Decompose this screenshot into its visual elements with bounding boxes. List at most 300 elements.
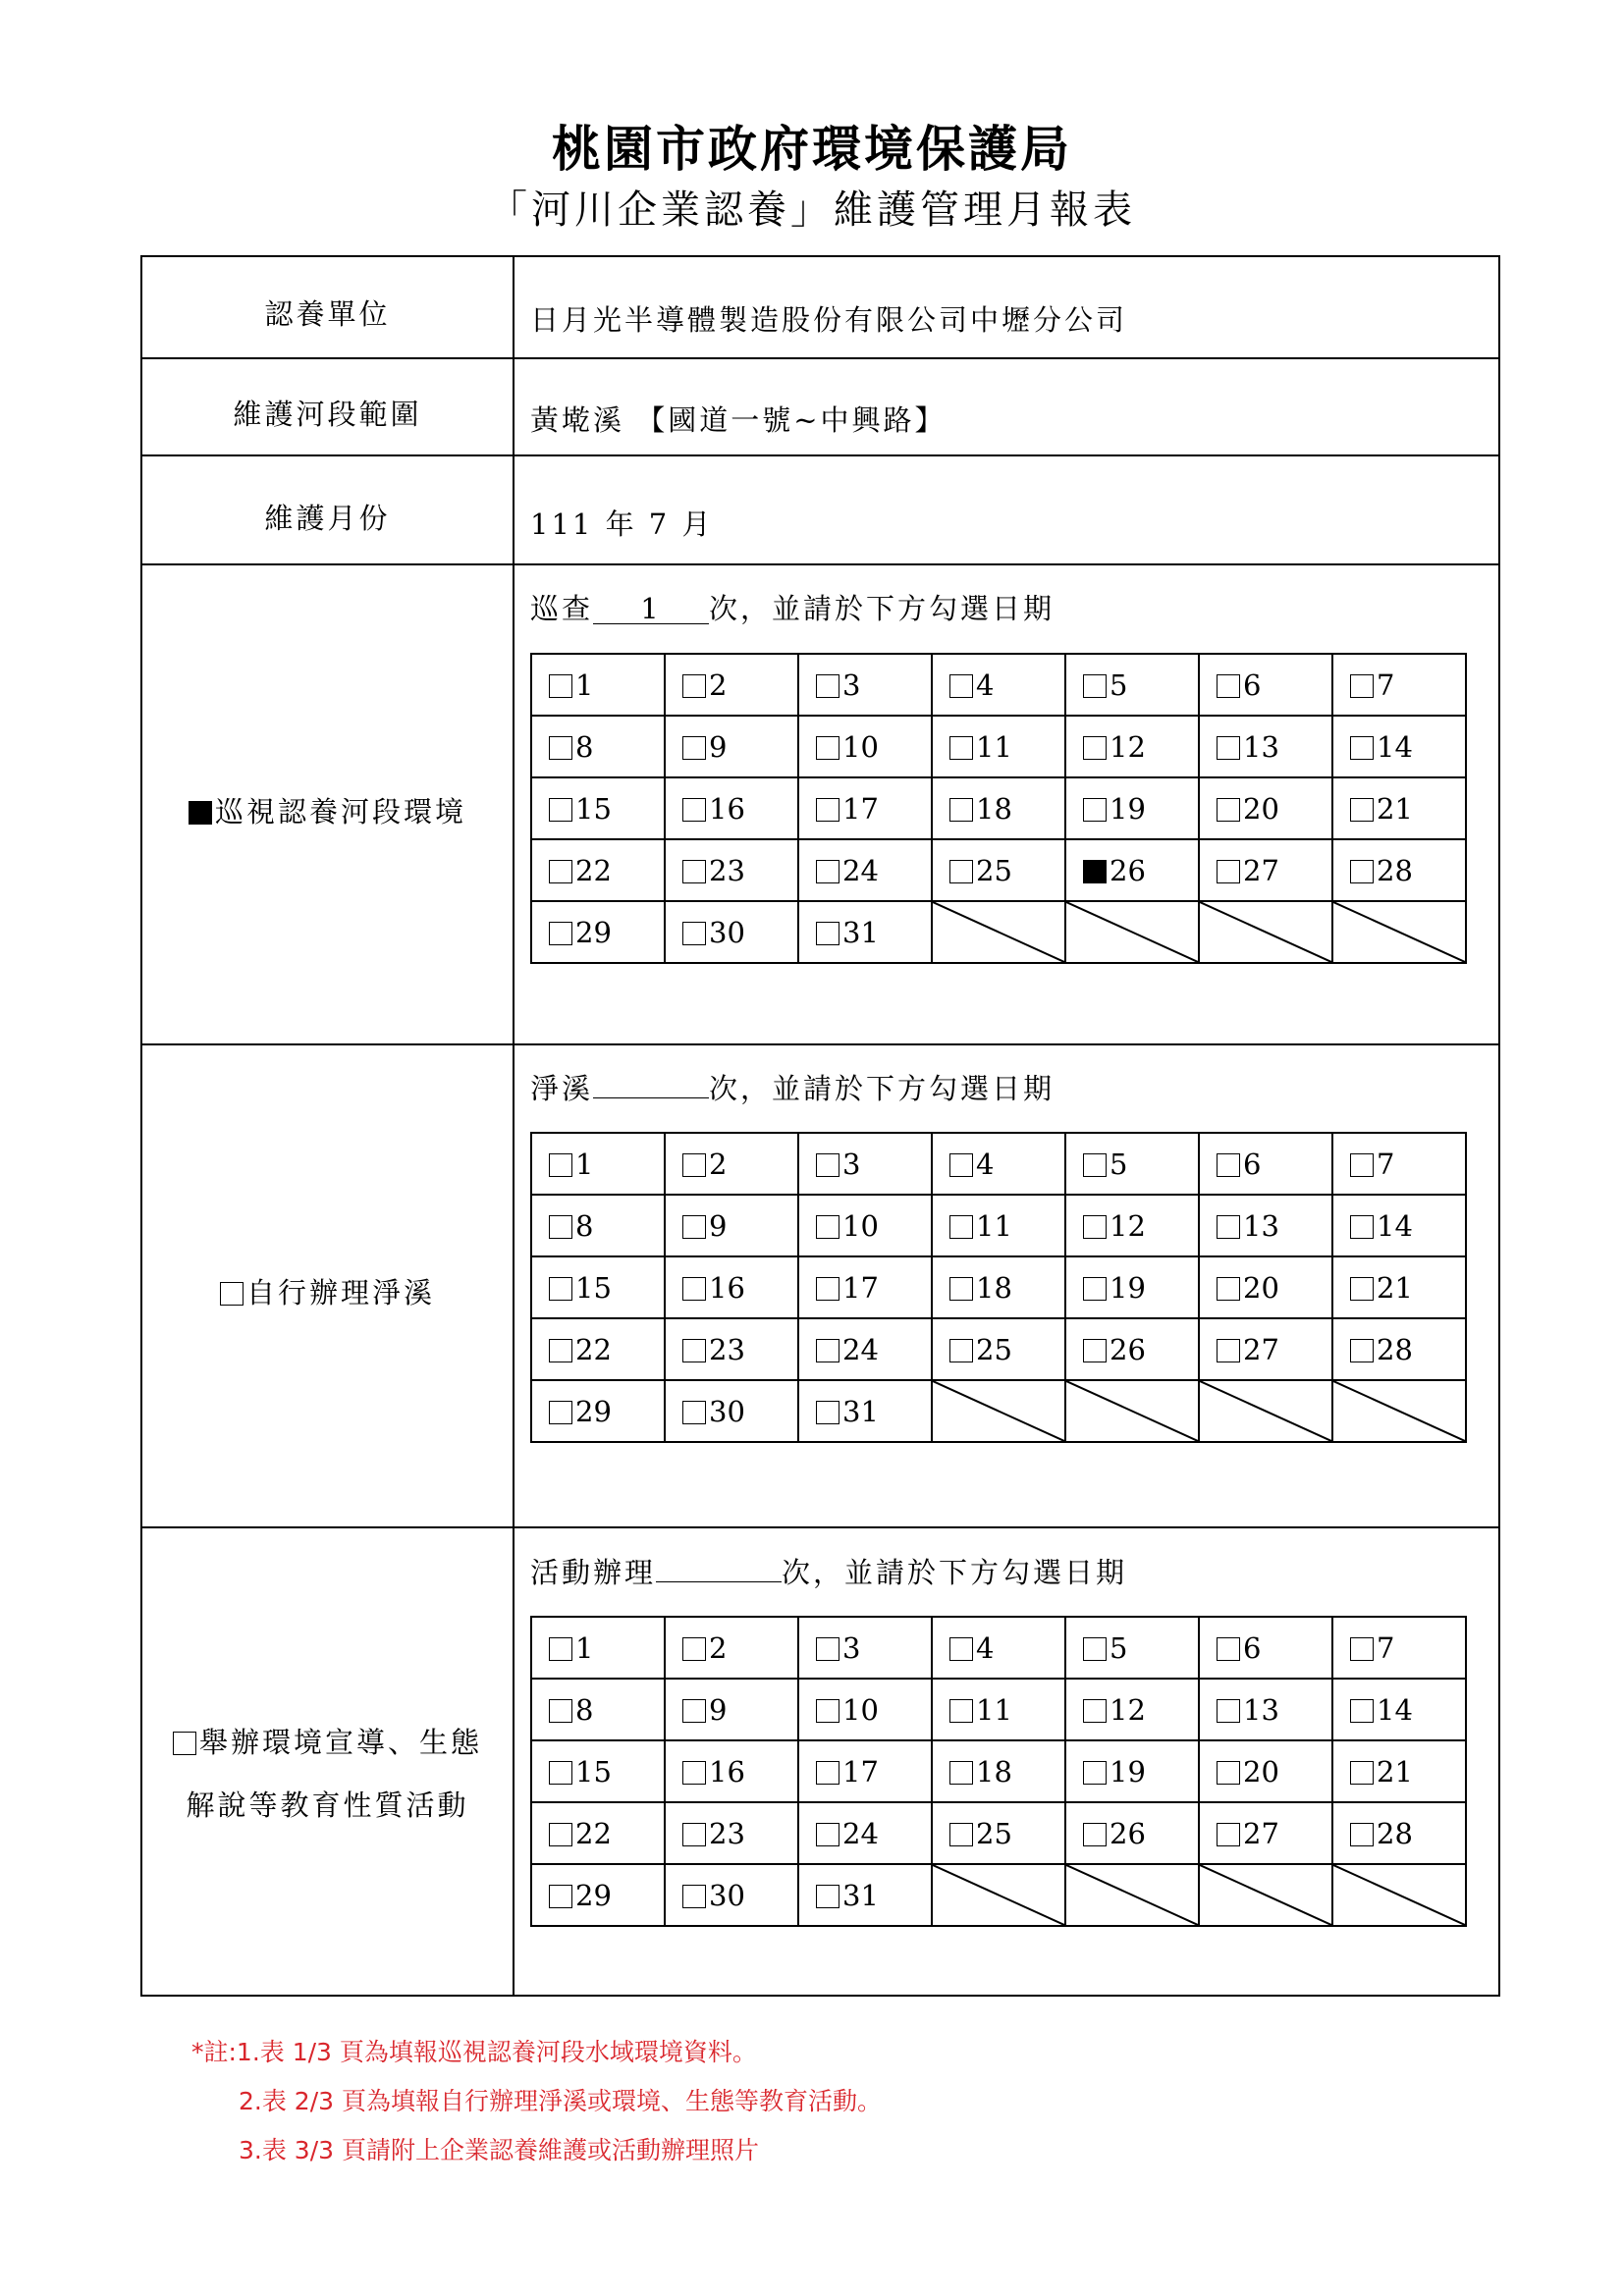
date-cell[interactable] — [531, 777, 665, 839]
date-cell[interactable] — [1332, 1617, 1466, 1679]
date-cell[interactable] — [932, 1740, 1065, 1802]
section-label — [142, 1711, 513, 1837]
date-cell[interactable] — [1332, 716, 1466, 777]
date-checkbox[interactable] — [949, 1339, 973, 1362]
date-number: 9 — [709, 1692, 728, 1727]
empty-date-cell — [1065, 901, 1199, 963]
count-prefix: 巡查 — [530, 592, 594, 625]
date-checkbox[interactable] — [1350, 1637, 1374, 1661]
empty-date-cell — [1065, 1864, 1199, 1926]
date-checkbox[interactable] — [549, 922, 572, 945]
date-checkbox[interactable] — [1217, 1215, 1240, 1239]
date-checkbox[interactable] — [682, 674, 706, 698]
date-checkbox[interactable] — [949, 1823, 973, 1846]
date-number: 9 — [709, 729, 728, 764]
date-number: 8 — [575, 1692, 594, 1727]
date-number: 24 — [842, 1816, 879, 1850]
date-checkbox[interactable] — [816, 1339, 839, 1362]
date-number: 6 — [1243, 1630, 1262, 1665]
date-row — [531, 1617, 1466, 1679]
date-checkbox[interactable] — [1083, 1153, 1107, 1177]
date-checkbox[interactable] — [682, 1153, 706, 1177]
date-checkbox[interactable] — [1350, 860, 1374, 883]
section-label-text: 自行辦理淨溪 — [245, 1276, 435, 1309]
date-checkbox[interactable] — [549, 798, 572, 822]
date-cell[interactable] — [798, 1380, 932, 1442]
date-cell[interactable] — [798, 1256, 932, 1318]
date-cell[interactable] — [932, 1256, 1065, 1318]
date-checkbox[interactable] — [549, 1339, 572, 1362]
range-value: 黃墘溪 【國道一號~中興路】 — [530, 403, 947, 437]
date-cell[interactable] — [665, 901, 798, 963]
date-checkbox[interactable] — [1083, 1637, 1107, 1661]
date-checkbox[interactable] — [1217, 1699, 1240, 1723]
date-number: 30 — [709, 915, 745, 949]
unit-value: 日月光半導體製造股份有限公司中壢分公司 — [530, 303, 1128, 337]
date-checkbox[interactable] — [682, 922, 706, 945]
date-checkbox[interactable] — [949, 1699, 973, 1723]
date-checkbox[interactable] — [816, 1215, 839, 1239]
date-cell[interactable] — [932, 1318, 1065, 1380]
date-number: 11 — [976, 1208, 1012, 1243]
date-checkbox[interactable] — [549, 1215, 572, 1239]
date-checkbox[interactable] — [1217, 1761, 1240, 1785]
date-checkbox[interactable] — [682, 1215, 706, 1239]
date-cell[interactable] — [798, 839, 932, 901]
date-checkbox[interactable] — [682, 1885, 706, 1908]
date-checkbox[interactable] — [1350, 674, 1374, 698]
date-cell[interactable] — [531, 1318, 665, 1380]
date-number: 14 — [1377, 1692, 1413, 1727]
date-checkbox[interactable] — [816, 1761, 839, 1785]
date-checkbox[interactable] — [949, 798, 973, 822]
date-cell[interactable] — [1332, 1802, 1466, 1864]
date-number: 12 — [1110, 729, 1146, 764]
date-number: 25 — [976, 1816, 1012, 1850]
date-number: 29 — [575, 1878, 612, 1912]
date-cell[interactable] — [798, 1318, 932, 1380]
date-number: 1 — [575, 1147, 594, 1181]
date-cell[interactable] — [665, 1679, 798, 1740]
date-number: 21 — [1377, 1754, 1413, 1789]
date-number: 13 — [1243, 729, 1279, 764]
section-label — [142, 780, 513, 843]
date-cell[interactable] — [1332, 1256, 1466, 1318]
empty-date-cell — [1065, 1380, 1199, 1442]
date-number: 18 — [976, 791, 1012, 826]
date-cell[interactable] — [798, 1617, 932, 1679]
date-row — [531, 1195, 1466, 1256]
date-cell[interactable] — [1332, 1195, 1466, 1256]
date-row — [531, 1740, 1466, 1802]
date-cell[interactable] — [531, 839, 665, 901]
date-checkbox[interactable] — [682, 1339, 706, 1362]
date-checkbox[interactable] — [682, 1699, 706, 1723]
count-field[interactable] — [593, 1068, 709, 1098]
date-checkbox[interactable] — [1083, 1215, 1107, 1239]
date-cell[interactable] — [1199, 654, 1332, 716]
date-cell[interactable] — [1065, 839, 1199, 901]
date-checkbox[interactable] — [1350, 1699, 1374, 1723]
date-checkbox[interactable] — [1350, 736, 1374, 760]
date-cell[interactable] — [531, 1380, 665, 1442]
date-checkbox[interactable] — [682, 736, 706, 760]
date-checkbox[interactable] — [1083, 1277, 1107, 1301]
date-checkbox[interactable] — [1217, 1277, 1240, 1301]
date-cell[interactable] — [1065, 654, 1199, 716]
date-cell[interactable] — [932, 1802, 1065, 1864]
date-number: 14 — [1377, 729, 1413, 764]
date-cell[interactable] — [665, 1740, 798, 1802]
date-checkbox[interactable] — [549, 674, 572, 698]
section-checkbox[interactable] — [189, 801, 212, 825]
date-cell[interactable] — [665, 1617, 798, 1679]
date-checkbox[interactable] — [1083, 736, 1107, 760]
date-checkbox[interactable] — [949, 1761, 973, 1785]
date-cell[interactable] — [1332, 777, 1466, 839]
date-cell[interactable] — [1199, 1617, 1332, 1679]
date-grid — [530, 1132, 1467, 1443]
date-cell[interactable] — [665, 777, 798, 839]
date-number: 26 — [1110, 1332, 1146, 1366]
date-cell[interactable] — [531, 1617, 665, 1679]
date-number: 15 — [575, 791, 612, 826]
date-number: 25 — [976, 1332, 1012, 1366]
date-row — [531, 1802, 1466, 1864]
date-checkbox[interactable] — [1217, 674, 1240, 698]
date-cell[interactable] — [1199, 1318, 1332, 1380]
date-number: 4 — [976, 1630, 995, 1665]
date-number: 19 — [1110, 791, 1146, 826]
date-checkbox[interactable] — [1217, 1823, 1240, 1846]
date-cell[interactable] — [531, 716, 665, 777]
date-cell[interactable] — [1332, 1318, 1466, 1380]
empty-date-cell — [1332, 901, 1466, 963]
date-cell[interactable] — [1332, 654, 1466, 716]
date-checkbox[interactable] — [1217, 1339, 1240, 1362]
date-checkbox[interactable] — [816, 1885, 839, 1908]
date-number: 3 — [842, 1630, 861, 1665]
date-checkbox[interactable] — [1217, 798, 1240, 822]
date-checkbox[interactable] — [1350, 1823, 1374, 1846]
date-checkbox[interactable] — [949, 1153, 973, 1177]
section-checkbox[interactable] — [220, 1282, 244, 1306]
date-checkbox[interactable] — [1083, 1339, 1107, 1362]
date-checkbox[interactable] — [549, 1401, 572, 1424]
section-checkbox[interactable] — [173, 1732, 196, 1755]
date-checkbox[interactable] — [816, 1637, 839, 1661]
section-label-line — [142, 1774, 513, 1837]
date-checkbox[interactable] — [549, 1885, 572, 1908]
count-line — [530, 1551, 1127, 1591]
date-checkbox[interactable] — [1350, 1339, 1374, 1362]
date-checkbox[interactable] — [1350, 798, 1374, 822]
date-cell[interactable] — [665, 1256, 798, 1318]
date-checkbox[interactable] — [949, 736, 973, 760]
date-cell[interactable] — [798, 654, 932, 716]
date-number: 20 — [1243, 1270, 1279, 1305]
date-row — [531, 654, 1466, 716]
date-cell[interactable] — [531, 1864, 665, 1926]
date-number: 22 — [575, 1816, 612, 1850]
date-checkbox[interactable] — [549, 736, 572, 760]
date-cell[interactable] — [1199, 1133, 1332, 1195]
date-row — [531, 716, 1466, 777]
empty-date-cell — [932, 1864, 1065, 1926]
date-cell[interactable] — [531, 1195, 665, 1256]
date-cell[interactable] — [1332, 839, 1466, 901]
date-cell[interactable] — [1065, 1679, 1199, 1740]
date-number: 7 — [1377, 1147, 1395, 1181]
date-cell[interactable] — [1199, 1256, 1332, 1318]
date-number: 16 — [709, 1270, 745, 1305]
date-cell[interactable] — [531, 1133, 665, 1195]
date-checkbox[interactable] — [1350, 1277, 1374, 1301]
date-number: 10 — [842, 1208, 879, 1243]
count-field[interactable] — [656, 1552, 782, 1582]
date-cell[interactable] — [665, 839, 798, 901]
date-number: 27 — [1243, 1816, 1279, 1850]
date-cell[interactable] — [1065, 1617, 1199, 1679]
date-cell[interactable] — [932, 716, 1065, 777]
date-cell[interactable] — [1065, 777, 1199, 839]
date-row — [531, 1133, 1466, 1195]
date-cell[interactable] — [531, 1679, 665, 1740]
count-field[interactable]: 1 — [593, 594, 709, 624]
date-cell[interactable] — [1199, 1802, 1332, 1864]
date-number: 23 — [709, 1332, 745, 1366]
date-checkbox[interactable] — [949, 860, 973, 883]
date-number: 14 — [1377, 1208, 1413, 1243]
date-checkbox[interactable] — [682, 798, 706, 822]
date-number: 24 — [842, 1332, 879, 1366]
date-number: 2 — [709, 1147, 728, 1181]
date-checkbox[interactable] — [682, 860, 706, 883]
date-checkbox[interactable] — [1217, 860, 1240, 883]
date-checkbox[interactable] — [1217, 1153, 1240, 1177]
date-checkbox[interactable] — [949, 1277, 973, 1301]
date-number: 24 — [842, 853, 879, 887]
empty-date-cell — [932, 901, 1065, 963]
date-checkbox[interactable] — [816, 1699, 839, 1723]
date-cell[interactable] — [1199, 1679, 1332, 1740]
date-grid — [530, 653, 1467, 964]
date-cell[interactable] — [531, 1802, 665, 1864]
date-checkbox[interactable] — [682, 1401, 706, 1424]
date-number: 31 — [842, 1878, 879, 1912]
date-cell[interactable] — [1065, 1802, 1199, 1864]
date-number: 10 — [842, 729, 879, 764]
date-checkbox[interactable] — [549, 1637, 572, 1661]
date-checkbox[interactable] — [949, 674, 973, 698]
date-number: 27 — [1243, 853, 1279, 887]
page-subtitle: 「河川企業認養」維護管理月報表 — [488, 187, 1136, 233]
date-checkbox[interactable] — [549, 1761, 572, 1785]
date-checkbox[interactable] — [1217, 736, 1240, 760]
date-cell[interactable] — [932, 1679, 1065, 1740]
empty-date-cell — [1332, 1380, 1466, 1442]
date-number: 28 — [1377, 1332, 1413, 1366]
date-cell[interactable] — [1065, 1256, 1199, 1318]
date-cell[interactable] — [1065, 716, 1199, 777]
date-cell[interactable] — [665, 1318, 798, 1380]
date-cell[interactable] — [1065, 1318, 1199, 1380]
date-number: 18 — [976, 1270, 1012, 1305]
date-checkbox[interactable] — [1083, 1699, 1107, 1723]
date-number: 23 — [709, 1816, 745, 1850]
date-checkbox[interactable] — [1083, 798, 1107, 822]
page-title: 桃園市政府環境保護局 — [552, 120, 1072, 178]
date-checkbox[interactable] — [816, 674, 839, 698]
date-cell[interactable] — [665, 1380, 798, 1442]
date-cell[interactable] — [932, 1617, 1065, 1679]
date-cell[interactable] — [1332, 1133, 1466, 1195]
date-row — [531, 1380, 1466, 1442]
date-checkbox[interactable] — [1350, 1215, 1374, 1239]
date-cell[interactable] — [531, 901, 665, 963]
date-cell[interactable] — [932, 1195, 1065, 1256]
date-cell[interactable] — [798, 777, 932, 839]
date-cell[interactable] — [932, 1133, 1065, 1195]
date-cell[interactable] — [798, 1740, 932, 1802]
date-checkbox[interactable] — [816, 922, 839, 945]
date-cell[interactable] — [932, 777, 1065, 839]
date-cell[interactable] — [531, 1740, 665, 1802]
note-3: 3.表 3/3 頁請附上企業認養維護或活動辦理照片 — [239, 2136, 759, 2164]
date-number: 17 — [842, 1270, 879, 1305]
date-cell[interactable] — [798, 1802, 932, 1864]
date-checkbox[interactable] — [682, 1823, 706, 1846]
date-checkbox[interactable] — [949, 1637, 973, 1661]
unit-label: 認養單位 — [264, 297, 391, 331]
date-cell[interactable] — [932, 654, 1065, 716]
date-row — [531, 1864, 1466, 1926]
date-number: 7 — [1377, 667, 1395, 702]
date-number: 3 — [842, 667, 861, 702]
section-label — [142, 1261, 513, 1324]
date-checkbox[interactable] — [682, 1637, 706, 1661]
date-number: 17 — [842, 1754, 879, 1789]
date-checkbox[interactable] — [816, 1277, 839, 1301]
section-label-text: 解說等教育性質活動 — [186, 1789, 469, 1822]
date-checkbox[interactable] — [1350, 1153, 1374, 1177]
date-cell[interactable] — [1332, 1679, 1466, 1740]
date-number: 28 — [1377, 853, 1413, 887]
empty-date-cell — [1199, 901, 1332, 963]
date-number: 26 — [1110, 1816, 1146, 1850]
empty-date-cell — [1199, 1864, 1332, 1926]
date-checkbox[interactable] — [1083, 1823, 1107, 1846]
date-number: 12 — [1110, 1208, 1146, 1243]
section-label-line — [142, 1261, 513, 1324]
date-cell[interactable] — [798, 901, 932, 963]
section-label-text: 巡視認養河段環境 — [214, 795, 466, 828]
date-checkbox[interactable] — [549, 1823, 572, 1846]
date-cell[interactable] — [531, 654, 665, 716]
empty-date-cell — [932, 1380, 1065, 1442]
date-cell[interactable] — [665, 1195, 798, 1256]
date-cell[interactable] — [1199, 1195, 1332, 1256]
date-checkbox[interactable] — [816, 1153, 839, 1177]
date-checkbox[interactable] — [549, 1277, 572, 1301]
date-row — [531, 901, 1466, 963]
date-cell[interactable] — [798, 1864, 932, 1926]
date-number: 30 — [709, 1878, 745, 1912]
date-number: 1 — [575, 1630, 594, 1665]
date-number: 21 — [1377, 1270, 1413, 1305]
date-number: 29 — [575, 1394, 612, 1428]
date-cell[interactable] — [665, 654, 798, 716]
date-cell[interactable] — [798, 1679, 932, 1740]
date-checkbox[interactable] — [1083, 674, 1107, 698]
date-number: 26 — [1110, 853, 1146, 887]
date-number: 30 — [709, 1394, 745, 1428]
date-number: 4 — [976, 1147, 995, 1181]
date-cell[interactable] — [1199, 716, 1332, 777]
date-number: 31 — [842, 915, 879, 949]
date-cell[interactable] — [665, 716, 798, 777]
date-row — [531, 777, 1466, 839]
date-checkbox[interactable] — [549, 1153, 572, 1177]
section-label-line — [142, 1711, 513, 1774]
date-checkbox[interactable] — [549, 860, 572, 883]
date-cell[interactable] — [1199, 777, 1332, 839]
date-number: 22 — [575, 1332, 612, 1366]
date-number: 11 — [976, 729, 1012, 764]
date-cell[interactable] — [798, 1133, 932, 1195]
date-checkbox[interactable] — [549, 1699, 572, 1723]
date-cell[interactable] — [1065, 1195, 1199, 1256]
date-cell[interactable] — [1065, 1133, 1199, 1195]
date-cell[interactable] — [665, 1133, 798, 1195]
date-cell[interactable] — [1199, 1740, 1332, 1802]
date-cell[interactable] — [1065, 1740, 1199, 1802]
date-checkbox[interactable] — [816, 1823, 839, 1846]
date-number: 16 — [709, 1754, 745, 1789]
date-number: 15 — [575, 1754, 612, 1789]
date-cell[interactable] — [798, 716, 932, 777]
date-number: 25 — [976, 853, 1012, 887]
date-checkbox[interactable] — [682, 1277, 706, 1301]
date-cell[interactable] — [665, 1864, 798, 1926]
date-checkbox[interactable] — [816, 860, 839, 883]
date-number: 12 — [1110, 1692, 1146, 1727]
date-cell[interactable] — [531, 1256, 665, 1318]
date-cell[interactable] — [798, 1195, 932, 1256]
date-checkbox[interactable] — [949, 1215, 973, 1239]
date-number: 15 — [575, 1270, 612, 1305]
date-checkbox[interactable] — [682, 1761, 706, 1785]
month-label: 維護月份 — [264, 502, 391, 535]
date-number: 8 — [575, 729, 594, 764]
date-number: 5 — [1110, 1630, 1128, 1665]
date-cell[interactable] — [1332, 1740, 1466, 1802]
date-checkbox[interactable] — [1217, 1637, 1240, 1661]
date-checkbox[interactable] — [816, 736, 839, 760]
date-cell[interactable] — [1199, 839, 1332, 901]
range-label: 維護河段範圍 — [233, 398, 422, 431]
date-checkbox[interactable] — [1083, 1761, 1107, 1785]
date-checkbox[interactable] — [816, 1401, 839, 1424]
date-checkbox[interactable] — [1350, 1761, 1374, 1785]
date-cell[interactable] — [932, 839, 1065, 901]
date-checkbox[interactable] — [1083, 860, 1107, 883]
date-cell[interactable] — [665, 1802, 798, 1864]
date-row — [531, 1318, 1466, 1380]
date-checkbox[interactable] — [816, 798, 839, 822]
count-prefix: 淨溪 — [530, 1072, 594, 1105]
date-number: 2 — [709, 1630, 728, 1665]
